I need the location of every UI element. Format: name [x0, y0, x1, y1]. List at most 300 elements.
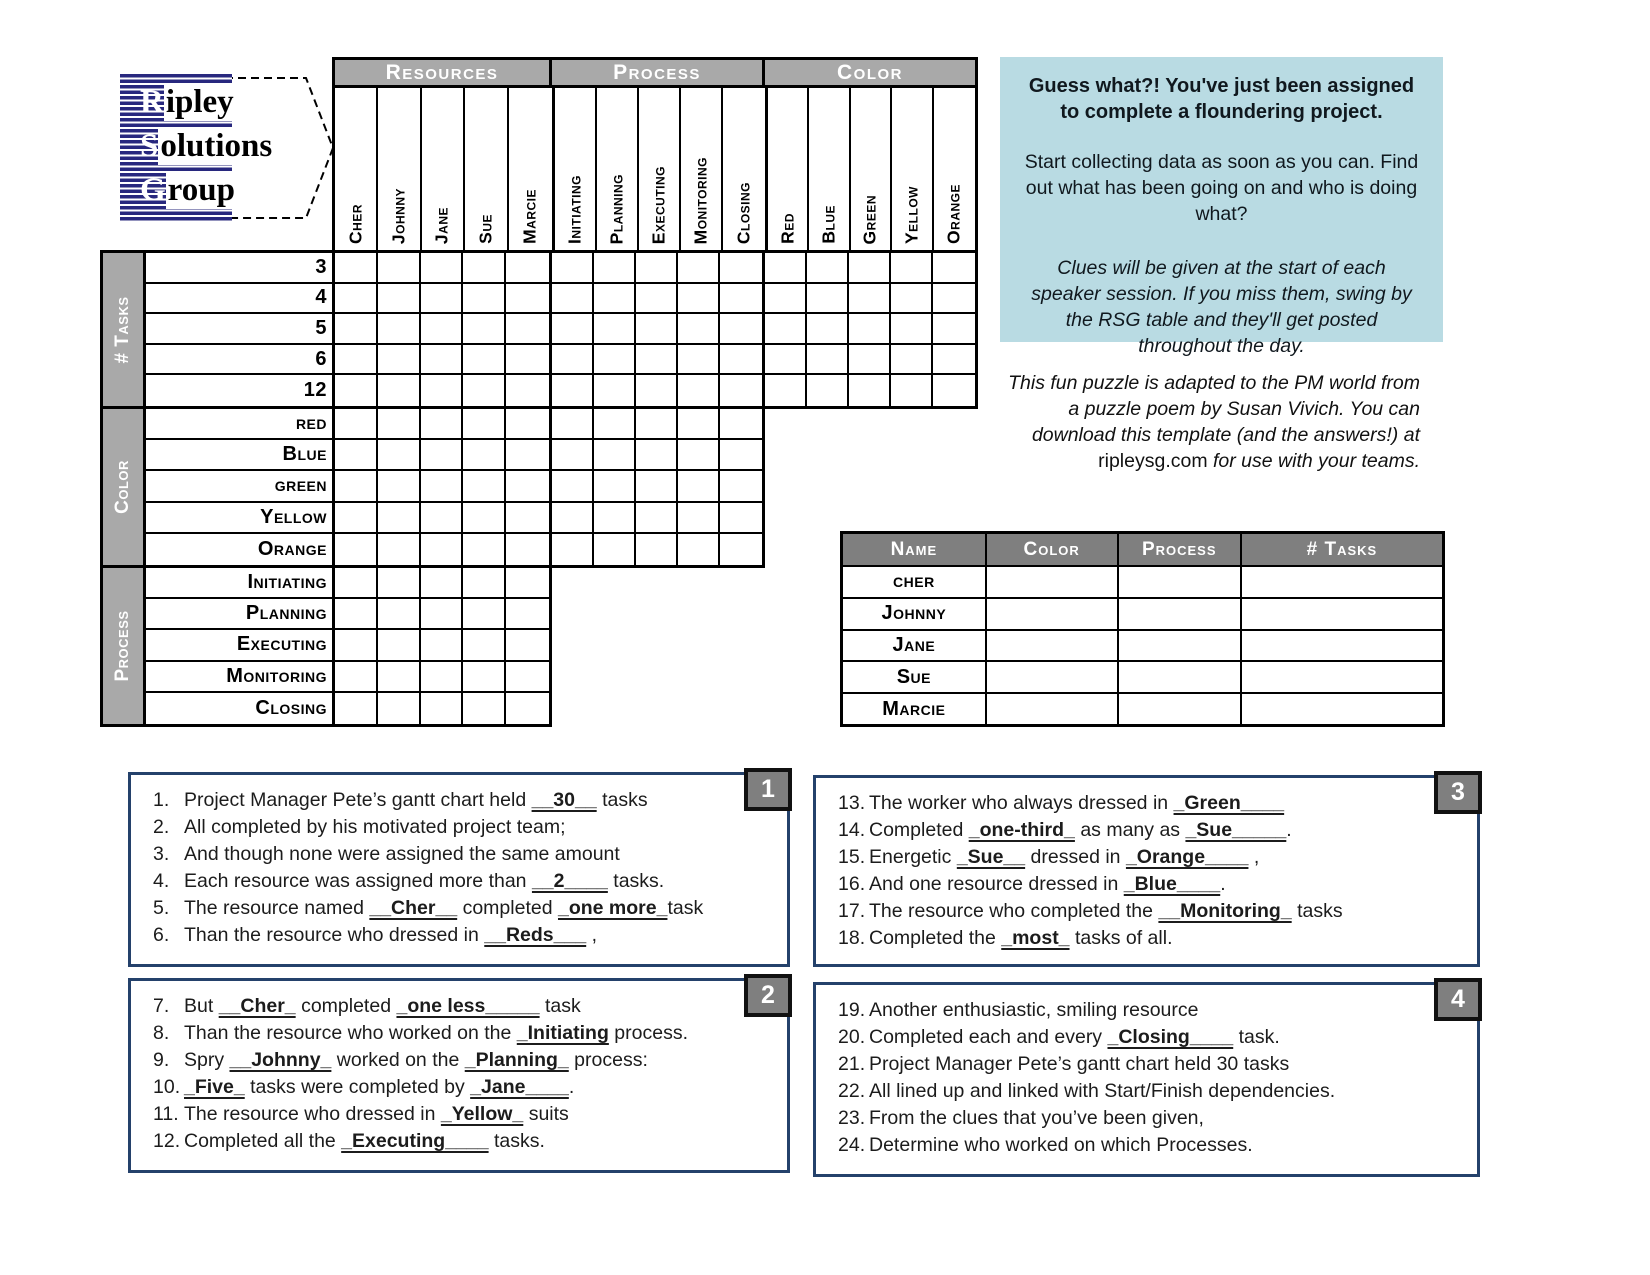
column-label-text: Marcie [519, 189, 540, 244]
clue-segment: Each resource was assigned more than [184, 870, 532, 892]
column-label-closing [723, 88, 765, 250]
grid-cell [378, 345, 421, 376]
grid-cell [849, 345, 891, 376]
grid-cell [378, 253, 421, 284]
cell-block-tasks-process [552, 250, 765, 409]
table-cell-name: Jane [843, 631, 987, 661]
grid-cell [849, 284, 891, 315]
table-cell-empty [987, 662, 1119, 692]
clue-number: 15. [838, 846, 866, 868]
clue-line [838, 1024, 1469, 1051]
grid-cell [506, 253, 549, 284]
clue-blank: _one-third_ [968, 819, 1075, 841]
clue-blank: __Cher_ [218, 995, 296, 1017]
grid-cell [678, 375, 720, 406]
grid-cell [891, 375, 933, 406]
column-labels-color [765, 88, 978, 250]
column-label-text: Executing [648, 165, 669, 244]
clue-segment: process. [608, 1022, 688, 1044]
grid-cell [463, 503, 506, 534]
clue-number: 8. [153, 1022, 170, 1044]
grid-cell [849, 375, 891, 406]
grid-cell [463, 693, 506, 724]
grid-cell [506, 471, 549, 502]
table-cell-name: Johnny [843, 599, 987, 629]
clue-text [184, 843, 620, 865]
grid-cell [463, 599, 506, 630]
grid-cell [335, 503, 378, 534]
column-label-marcie [509, 88, 552, 250]
grid-cell [378, 471, 421, 502]
column-label-text: Closing [733, 181, 754, 244]
grid-cell [463, 534, 506, 565]
clue-segment: , [586, 924, 598, 946]
clue-segment: All completed by his motivated project team; [184, 816, 566, 838]
clue-number: 21. [838, 1053, 866, 1075]
clue-number: 20. [838, 1026, 866, 1048]
clue-segment: From the clues that you’ve been given, [869, 1107, 1204, 1129]
clue-segment: , [1248, 846, 1260, 868]
grid-cell [378, 534, 421, 565]
grid-cell [421, 693, 464, 724]
grid-cell [463, 662, 506, 693]
clue-segment: Completed each and every [869, 1026, 1108, 1048]
column-label-orange [934, 88, 975, 250]
grid-cell [421, 253, 464, 284]
clue-blank: _Jane____ [470, 1076, 569, 1098]
column-label-text: Cher [345, 204, 366, 244]
grid-cell [378, 375, 421, 406]
grid-cell [506, 440, 549, 471]
clue-segment: process: [568, 1049, 648, 1071]
clue-number: 22. [838, 1080, 866, 1102]
clue-blank: _Orange____ [1125, 846, 1249, 868]
grid-cell [594, 253, 636, 284]
column-label-johnny [378, 88, 421, 250]
clue-blank: _Sue_____ [1185, 819, 1287, 841]
clue-line [153, 1074, 779, 1101]
clue-box-3 [813, 775, 1480, 967]
grid-cell [594, 375, 636, 406]
group-header-process: Process [552, 57, 765, 88]
grid-cell [421, 599, 464, 630]
logo-initial: S [140, 128, 159, 164]
row-group-label-color [100, 409, 143, 568]
column-label-yellow [892, 88, 933, 250]
table-row [843, 692, 1442, 724]
clue-text [184, 870, 664, 892]
attribution-note [1000, 370, 1443, 474]
table-cell-empty [1119, 599, 1242, 629]
grid-cell [378, 568, 421, 599]
grid-cell [421, 662, 464, 693]
table-row [843, 629, 1442, 661]
grid-cell [335, 534, 378, 565]
clue-text [869, 1134, 1253, 1156]
clue-number: 24. [838, 1134, 866, 1156]
table-cell-empty [987, 567, 1119, 597]
clue-segment: as many as [1074, 819, 1186, 841]
grid-cell [807, 284, 849, 315]
cell-block-color-resources [332, 409, 552, 568]
clue-number: 18. [838, 927, 866, 949]
table-header-color: Color [987, 534, 1119, 565]
clue-segment: tasks [1291, 900, 1343, 922]
grid-cell [378, 693, 421, 724]
grid-cell [636, 284, 678, 315]
grid-cell [636, 534, 678, 565]
clue-text [869, 1053, 1289, 1075]
clue-number: 13. [838, 792, 866, 814]
clue-text [869, 873, 1226, 895]
grid-cell [891, 345, 933, 376]
cell-block-tasks-resources [332, 250, 552, 409]
clue-line [153, 1101, 779, 1128]
clue-segment: Another enthusiastic, smiling resource [869, 999, 1199, 1021]
row-label-blue: Blue [146, 440, 332, 471]
solution-table-header [843, 534, 1442, 565]
clue-segment: Project Manager Pete’s gantt chart held 30 tasks [869, 1053, 1290, 1075]
clue-segment: The resource who completed the [869, 900, 1159, 922]
clue-blank: _Executing____ [341, 1130, 489, 1152]
clue-line [153, 841, 779, 868]
grid-cell [421, 630, 464, 661]
clue-text [869, 999, 1199, 1021]
column-label-initiating [555, 88, 597, 250]
row-label-initiating: Initiating [146, 568, 332, 599]
grid-cell [506, 568, 549, 599]
clue-segment: Project Manager Pete’s gantt chart held [184, 789, 532, 811]
grid-cell [335, 284, 378, 315]
row-label-4: 4 [146, 284, 332, 315]
grid-cell [421, 440, 464, 471]
grid-cell [807, 345, 849, 376]
row-label-red: red [146, 409, 332, 440]
clue-segment: . [1286, 819, 1292, 841]
row-label-yellow: Yellow [146, 503, 332, 534]
grid-cell [421, 314, 464, 345]
grid-cell [463, 409, 506, 440]
grid-cell [720, 471, 762, 502]
clue-number: 12. [153, 1130, 181, 1152]
clue-number: 3. [153, 843, 170, 865]
row-group-label-tasks [100, 250, 143, 409]
clue-line [153, 1020, 779, 1047]
grid-cell [552, 345, 594, 376]
clue-text [869, 1080, 1335, 1102]
grid-cell [720, 503, 762, 534]
row-labels-color [143, 409, 332, 568]
grid-cell [636, 503, 678, 534]
grid-cell [552, 409, 594, 440]
table-cell-empty [987, 599, 1119, 629]
clue-line [153, 1047, 779, 1074]
table-row [843, 660, 1442, 692]
grid-cell [463, 375, 506, 406]
grid-cell [765, 375, 807, 406]
grid-cell [552, 534, 594, 565]
clue-blank: __Johnny_ [229, 1049, 332, 1071]
grid-cell [594, 314, 636, 345]
clue-text [869, 927, 1173, 949]
clue-segment: Determine who worked on which Processes. [869, 1134, 1253, 1156]
column-label-text: Monitoring [690, 156, 711, 244]
grid-cell [335, 471, 378, 502]
grid-cell [720, 284, 762, 315]
grid-cell [720, 314, 762, 345]
grid-cell [765, 284, 807, 315]
clue-segment: Energetic [869, 846, 957, 868]
clue-blank: __Cher__ [369, 897, 458, 919]
table-row [843, 597, 1442, 629]
clue-line [153, 787, 779, 814]
table-cell-empty [1119, 567, 1242, 597]
clue-blank: _Initiating [516, 1022, 609, 1044]
grid-cell [421, 375, 464, 406]
column-label-text: Blue [818, 205, 839, 244]
grid-cell [765, 253, 807, 284]
grid-cell [594, 503, 636, 534]
row-group-label-text: Process [112, 610, 133, 682]
clue-line [153, 922, 779, 949]
clue-segment: . [1220, 873, 1226, 895]
clue-segment: Completed all the [184, 1130, 342, 1152]
info-body: Start collecting data as soon as you can. Find out what has been going on and who is doing what? [1024, 151, 1419, 225]
grid-cell [765, 345, 807, 376]
grid-cell [552, 503, 594, 534]
clue-number: 6. [153, 924, 170, 946]
clue-badge-2: 2 [744, 974, 792, 1017]
row-label-monitoring: Monitoring [146, 662, 332, 693]
clue-box-2 [128, 978, 790, 1173]
clue-badge-4: 4 [1434, 978, 1482, 1021]
grid-cell [506, 599, 549, 630]
clue-text [184, 1022, 688, 1044]
clue-blank: _Blue____ [1123, 873, 1221, 895]
grid-cell [720, 375, 762, 406]
row-label-orange: Orange [257, 537, 327, 560]
clue-line [838, 1078, 1469, 1105]
grid-cell [720, 253, 762, 284]
table-header-name: Name [843, 534, 987, 565]
grid-cell [594, 409, 636, 440]
clue-segment: But [184, 995, 219, 1017]
clue-number: 11. [153, 1103, 179, 1125]
clue-line [838, 871, 1469, 898]
clue-segment: And one resource dressed in [869, 873, 1124, 895]
clue-blank: _Closing____ [1107, 1026, 1234, 1048]
grid-cell [807, 253, 849, 284]
clue-segment: Spry [184, 1049, 230, 1071]
clue-segment: Than the resource who dressed in [184, 924, 485, 946]
grid-cell [552, 284, 594, 315]
column-label-text: Jane [431, 206, 452, 244]
column-label-sue [465, 88, 508, 250]
info-box [1000, 57, 1443, 357]
row-group-label-text: Color [112, 460, 133, 514]
clue-text [184, 1103, 569, 1125]
row-group-label-process [100, 568, 143, 727]
grid-cell [421, 568, 464, 599]
row-labels-tasks [143, 250, 332, 409]
clue-segment: Completed the [869, 927, 1002, 949]
clue-segment: The worker who always dressed in [869, 792, 1174, 814]
column-label-text: Sue [475, 214, 496, 244]
row-label-closing: Closing [255, 696, 327, 719]
grid-cell [678, 314, 720, 345]
grid-cell [335, 662, 378, 693]
clue-text [184, 1130, 545, 1152]
grid-cell [678, 503, 720, 534]
attribution-website: ripleysg.com [1098, 450, 1208, 472]
grid-cell [378, 503, 421, 534]
grid-cell [335, 253, 378, 284]
group-header-resources: Resources [332, 57, 552, 88]
grid-cell [636, 375, 678, 406]
table-cell-empty [1119, 694, 1242, 724]
table-cell-empty [1119, 662, 1242, 692]
column-label-text: Red [777, 213, 798, 244]
column-label-executing [639, 88, 681, 250]
grid-cell [378, 314, 421, 345]
column-label-green [851, 88, 892, 250]
grid-cell [891, 314, 933, 345]
grid-cell [463, 568, 506, 599]
clue-blank: _Green____ [1173, 792, 1285, 814]
clue-box-1 [128, 772, 790, 967]
clue-number: 17. [838, 900, 866, 922]
grid-cell [636, 471, 678, 502]
table-cell-empty [1242, 694, 1442, 724]
grid-cell [552, 253, 594, 284]
table-row [843, 565, 1442, 597]
clue-blank: _Sue__ [956, 846, 1026, 868]
row-label-green: green [146, 471, 332, 502]
grid-cell [552, 440, 594, 471]
row-label-5: 5 [146, 314, 332, 345]
clue-number: 1. [153, 789, 170, 811]
clue-segment: suits [523, 1103, 569, 1125]
grid-cell [378, 662, 421, 693]
grid-cell [594, 284, 636, 315]
grid-cell [678, 440, 720, 471]
column-label-text: Orange [943, 184, 964, 244]
logo-word-ripley [140, 84, 240, 120]
grid-cell [933, 375, 975, 406]
grid-cell [506, 630, 549, 661]
clue-segment: task. [1233, 1026, 1280, 1048]
clue-badge-3: 3 [1434, 771, 1482, 814]
grid-cell [421, 534, 464, 565]
column-labels-resources [332, 88, 552, 250]
grid-cell [849, 253, 891, 284]
grid-cell [506, 314, 549, 345]
attribution-text: for use with your teams. [1207, 450, 1420, 472]
clue-number: 19. [838, 999, 866, 1021]
logo-initial: R [140, 84, 164, 120]
grid-cell [636, 345, 678, 376]
grid-cell [506, 409, 549, 440]
column-label-text: Green [859, 194, 880, 244]
clue-text [184, 897, 703, 919]
clue-segment: The resource who dressed in [184, 1103, 441, 1125]
cell-block-color-process [552, 409, 765, 568]
column-label-text: Planning [606, 173, 627, 244]
row-label-3: 3 [146, 253, 332, 284]
grid-cell [720, 534, 762, 565]
grid-cell [506, 375, 549, 406]
clue-segment: . [568, 1076, 575, 1098]
clue-line [838, 997, 1469, 1024]
column-label-text: Initiating [564, 175, 585, 244]
grid-cell [594, 440, 636, 471]
grid-cell [463, 284, 506, 315]
logo-word-rest: ipley [164, 83, 240, 121]
clue-number: 16. [838, 873, 866, 895]
clue-line [838, 1051, 1469, 1078]
grid-cell [594, 471, 636, 502]
table-cell-empty [1242, 567, 1442, 597]
clue-segment: The resource named [184, 897, 370, 919]
grid-cell [506, 284, 549, 315]
grid-cell [335, 345, 378, 376]
clue-segment: worked on the [331, 1049, 465, 1071]
grid-cell [678, 534, 720, 565]
clue-number: 14. [838, 819, 866, 841]
clue-segment: tasks [596, 789, 648, 811]
grid-cell [506, 693, 549, 724]
clue-number: 10. [153, 1076, 181, 1098]
grid-cell [506, 503, 549, 534]
grid-cell [594, 534, 636, 565]
column-label-cher [335, 88, 378, 250]
grid-cell [807, 375, 849, 406]
row-label-planning: Planning [146, 599, 332, 630]
clue-segment: tasks. [488, 1130, 545, 1152]
clue-line [838, 1132, 1469, 1159]
column-label-blue [809, 88, 850, 250]
clue-box-4 [813, 982, 1480, 1177]
table-cell-name: cher [843, 567, 987, 597]
clue-blank: _Yellow_ [440, 1103, 524, 1125]
clue-text [184, 789, 648, 811]
row-group-label-text: # Tasks [112, 295, 133, 364]
clue-text [869, 1026, 1280, 1048]
grid-cell [335, 409, 378, 440]
clue-line [838, 1105, 1469, 1132]
clue-line [153, 895, 779, 922]
clue-blank: __Reds___ [484, 924, 587, 946]
grid-cell [678, 409, 720, 440]
clue-text [184, 1049, 648, 1071]
cell-block-tasks-color [765, 250, 978, 409]
grid-cell [807, 314, 849, 345]
clue-segment: And though none were assigned the same amount [184, 843, 620, 865]
grid-cell [636, 440, 678, 471]
column-label-text: Yellow [901, 186, 922, 244]
grid-cell [335, 599, 378, 630]
grid-cell [720, 409, 762, 440]
table-cell-empty [1119, 631, 1242, 661]
row-label-executing: Executing [146, 630, 332, 661]
clue-number: 23. [838, 1107, 866, 1129]
grid-cell [933, 284, 975, 315]
table-cell-name: Marcie [843, 694, 987, 724]
grid-cell [933, 314, 975, 345]
column-label-planning [597, 88, 639, 250]
table-header-tasks: # Tasks [1306, 538, 1378, 560]
grid-cell [552, 375, 594, 406]
